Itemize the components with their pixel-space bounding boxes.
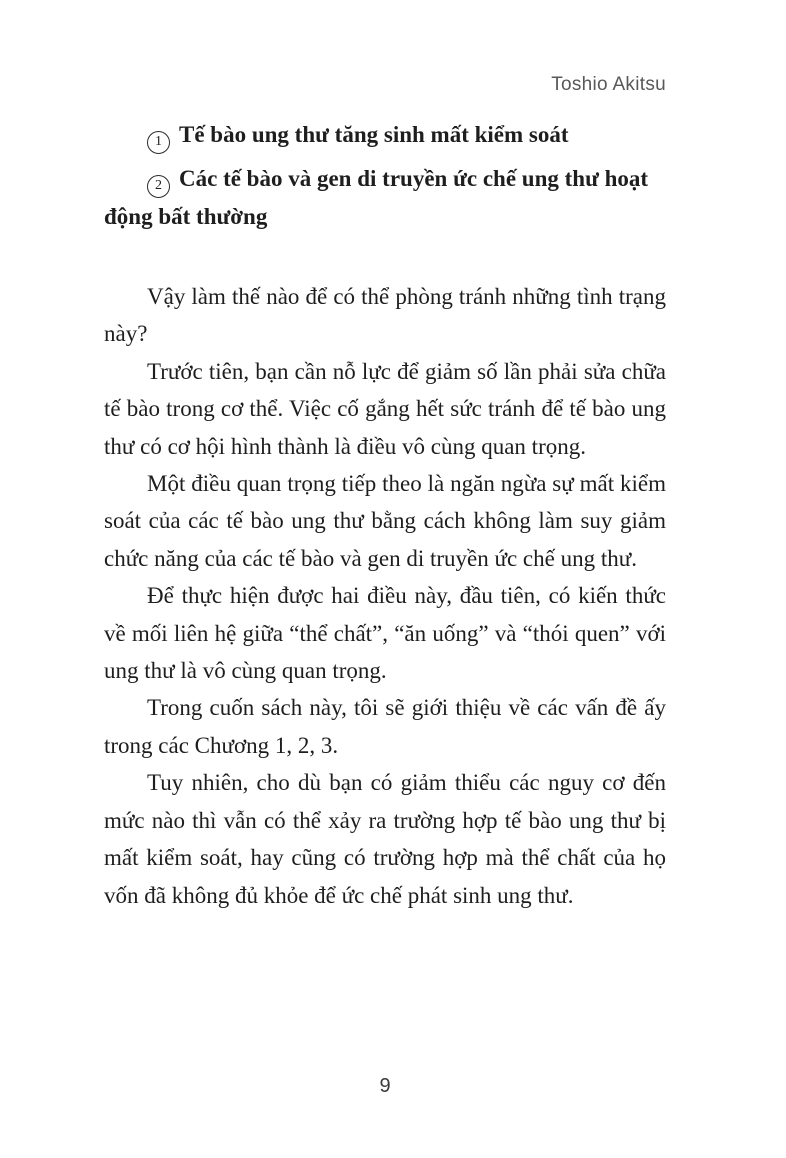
paragraph-6: Tuy nhiên, cho dù bạn có giảm thiểu các nguy cơ đến mức nào thì vẫn có thể xảy ra trường hợp tế bào ung thư bị mất kiểm soát, hay cũng có trường hợp mà thể chất của họ vốn đã không đủ khỏe để ức chế phát sinh ung thư. xyxy=(104,770,666,908)
circled-number-1-icon: 1 xyxy=(147,131,170,154)
paragraph-3: Một điều quan trọng tiếp theo là ngăn ngừa sự mất kiểm soát của các tế bào ung thư bằng cách không làm suy giảm chức năng của các tế bào và gen di truyền ức chế ung thư. xyxy=(104,471,666,571)
page-content xyxy=(104,116,666,914)
heading-1-text: Tế bào ung thư tăng sinh mất kiểm soát xyxy=(179,122,569,147)
numbered-heading-1 xyxy=(104,116,666,154)
circled-number-2-icon: 2 xyxy=(147,175,170,198)
paragraph-5: Trong cuốn sách này, tôi sẽ giới thiệu về các vấn đề ấy trong các Chương 1, 2, 3. xyxy=(104,695,666,758)
running-header-author: Toshio Akitsu xyxy=(551,74,666,95)
numbered-heading-2 xyxy=(104,160,666,236)
paragraph-4: Để thực hiện được hai điều này, đầu tiên, có kiến thức về mối liên hệ giữa “thể chất”, “ăn uống” và “thói quen” với ung thư là vô cùng quan trọng. xyxy=(104,583,666,684)
paragraph-1: Vậy làm thế nào để có thể phòng tránh những tình trạng này? xyxy=(104,284,666,347)
page-number: 9 xyxy=(379,1075,391,1097)
heading-2-text: Các tế bào và gen di truyền ức chế ung thư hoạt động bất thường xyxy=(104,166,649,229)
body-paragraphs xyxy=(104,278,666,914)
paragraph-2: Trước tiên, bạn cần nỗ lực để giảm số lần phải sửa chữa tế bào trong cơ thể. Việc cố gắng hết sức tránh để tế bào ung thư có cơ hội hình thành là điều vô cùng quan trọng. xyxy=(104,358,666,459)
